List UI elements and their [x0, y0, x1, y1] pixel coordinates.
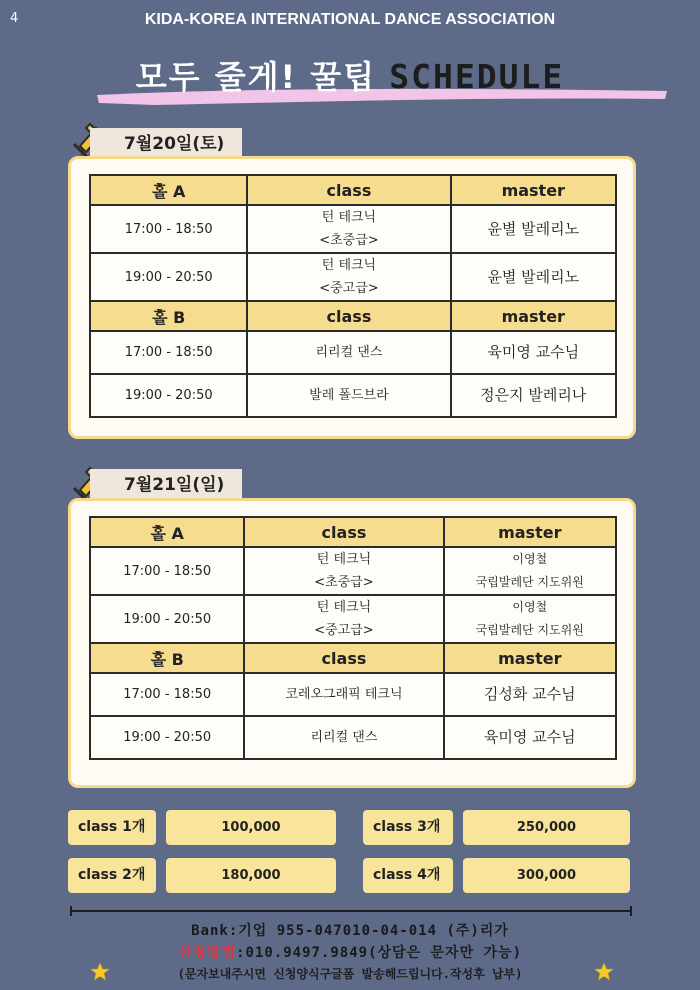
master-cell: [451, 374, 616, 417]
time-cell: 19:00 - 20:50: [90, 374, 247, 417]
master-cell: [444, 595, 616, 643]
schedule-table: [89, 174, 617, 418]
page-title-area: [0, 52, 700, 112]
class-name: 리리컬 댄스: [315, 345, 383, 360]
master-name: 이영철: [512, 552, 548, 566]
organization-title: KIDA-KOREA INTERNATIONAL DANCE ASSOCIATION: [144, 11, 556, 28]
class-name: <중고급>: [314, 623, 374, 638]
price-value: 250,000: [463, 810, 630, 845]
class-name: 턴 테크닉: [321, 210, 377, 225]
class-cell: [244, 716, 443, 759]
header-cell: class: [244, 643, 443, 673]
table-row: [90, 595, 616, 643]
time-cell: 19:00 - 20:50: [90, 716, 244, 759]
title-english: SCHEDULE: [389, 57, 565, 96]
master-name: 육미영 교수님: [483, 728, 576, 746]
price-value: 300,000: [463, 858, 630, 893]
time-cell: 19:00 - 20:50: [90, 253, 247, 301]
class-name: 발레 폴드브라: [309, 388, 389, 403]
class-name: <초중급>: [319, 233, 379, 248]
bank-info: Bank:기업 955-047010-04-014 (주)리가: [191, 923, 509, 939]
master-name: 이영철: [512, 600, 548, 614]
schedule-card: [68, 156, 636, 439]
day-label: 7월20일(토): [90, 128, 242, 160]
table-row: [90, 673, 616, 716]
title-korean: 모두 줄게! 꿀팁: [135, 58, 390, 96]
apply-info: [0, 942, 700, 962]
class-cell: [247, 253, 450, 301]
class-name: 턴 테크닉: [321, 258, 377, 273]
class-name: 턴 테크닉: [316, 552, 372, 567]
table-row: [90, 716, 616, 759]
note-text: (문자보내주시면 신청양식구글폼 발송해드립니다.작성후 납부): [177, 967, 523, 981]
price-value: 100,000: [166, 810, 336, 845]
class-name: 코레오그래픽 테크닉: [285, 687, 403, 702]
header-cell: 홀 A: [90, 175, 247, 205]
time-cell: 17:00 - 18:50: [90, 205, 247, 253]
master-name: 정은지 발레리나: [480, 386, 587, 404]
class-cell: [244, 595, 443, 643]
schedule-table: [89, 516, 617, 760]
class-name: 리리컬 댄스: [310, 730, 378, 745]
master-cell: [444, 673, 616, 716]
header-cell: 홀 B: [90, 643, 244, 673]
table-header-row: [90, 301, 616, 331]
class-cell: [244, 547, 443, 595]
class-name: <초중급>: [314, 575, 374, 590]
master-name: 육미영 교수님: [487, 343, 580, 361]
time-cell: 17:00 - 18:50: [90, 547, 244, 595]
table-header-row: [90, 517, 616, 547]
class-cell: [247, 205, 450, 253]
header-cell: 홀 B: [90, 301, 247, 331]
master-name: 김성화 교수님: [483, 685, 576, 703]
header-cell: class: [247, 175, 450, 205]
price-label: class 2개: [68, 858, 156, 893]
class-name: 턴 테크닉: [316, 600, 372, 615]
header-cell: master: [444, 517, 616, 547]
apply-label: 신청방법: [177, 945, 237, 961]
apply-phone: :010.9497.9849(상담은 문자만 가능): [236, 945, 523, 961]
class-cell: [247, 374, 450, 417]
master-name: 윤별 발레리노: [487, 267, 580, 286]
table-header-row: [90, 175, 616, 205]
time-cell: 17:00 - 18:50: [90, 673, 244, 716]
master-cell: [444, 547, 616, 595]
price-label: class 1개: [68, 810, 156, 845]
day-label: 7월21일(일): [90, 469, 242, 501]
page-number: 4: [10, 11, 19, 26]
header-cell: master: [451, 175, 616, 205]
header-cell: 홀 A: [90, 517, 244, 547]
master-name: 국립발레단 지도위원: [475, 575, 584, 589]
table-row: [90, 253, 616, 301]
class-cell: [244, 673, 443, 716]
schedule-card: [68, 498, 636, 788]
header-cell: master: [451, 301, 616, 331]
time-cell: 17:00 - 18:50: [90, 331, 247, 374]
header-cell: class: [247, 301, 450, 331]
master-cell: [451, 253, 616, 301]
price-label: class 4개: [363, 858, 453, 893]
master-cell: [444, 716, 616, 759]
master-cell: [451, 331, 616, 374]
header-cell: class: [244, 517, 443, 547]
page-title: [0, 52, 700, 98]
class-name: <중고급>: [319, 281, 379, 296]
table-row: [90, 331, 616, 374]
master-cell: [451, 205, 616, 253]
time-cell: 19:00 - 20:50: [90, 595, 244, 643]
divider-line: [70, 910, 632, 912]
master-name: 국립발레단 지도위원: [475, 623, 584, 637]
table-row: [90, 547, 616, 595]
table-row: [90, 374, 616, 417]
star-icon: [594, 962, 614, 982]
class-cell: [247, 331, 450, 374]
price-value: 180,000: [166, 858, 336, 893]
master-name: 윤별 발레리노: [487, 219, 580, 238]
table-row: [90, 205, 616, 253]
price-label: class 3개: [363, 810, 453, 845]
table-header-row: [90, 643, 616, 673]
header-cell: master: [444, 643, 616, 673]
